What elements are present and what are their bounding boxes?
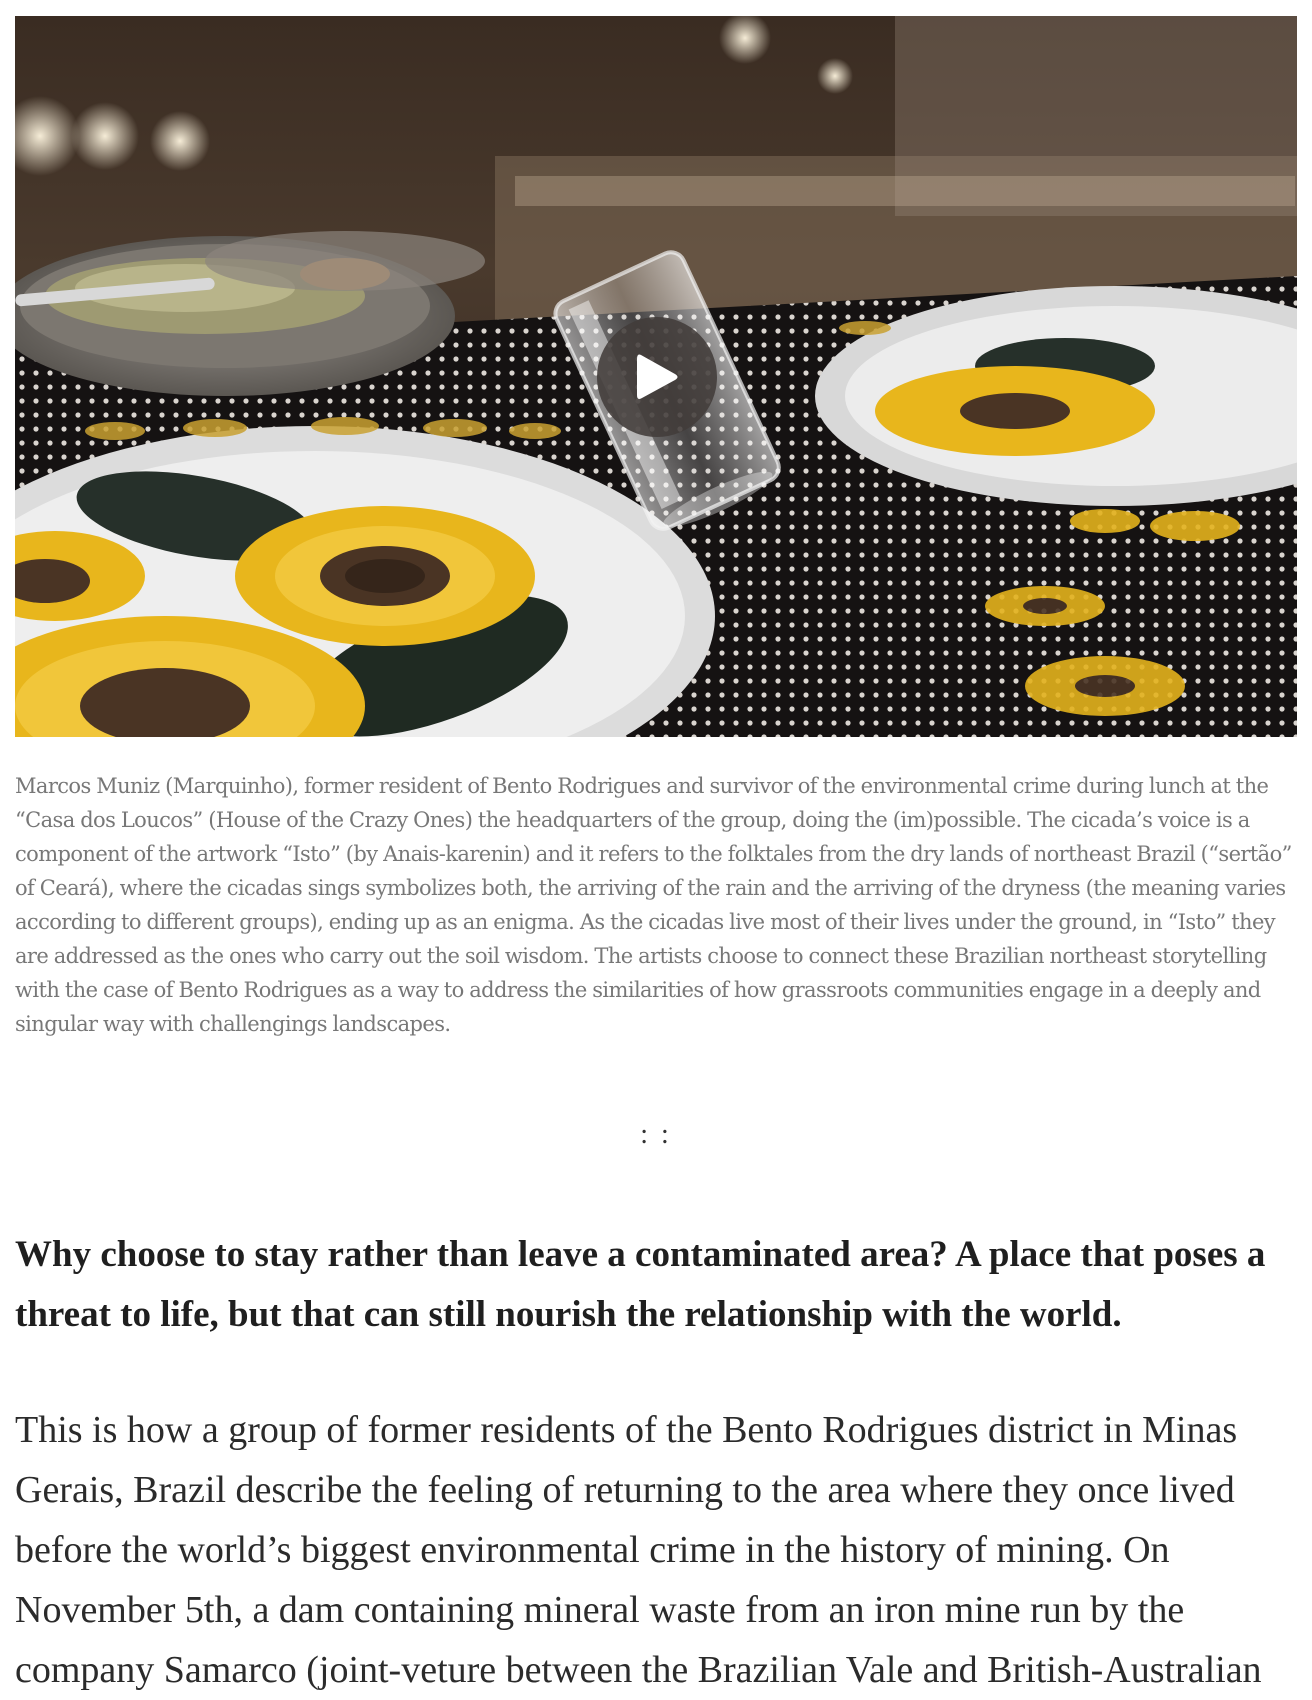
section-heading: Why choose to stay rather than leave a contaminated area? A place that poses a threat to life, but that can still nourish the relationship with the world. (15, 1234, 1266, 1335)
video-caption: Marcos Muniz (Marquinho), former resident of Bento Rodrigues and survivor of the environmental crime during lunch at the “Casa dos Loucos” (House of the Crazy Ones) the headquarters of the group, doing the (im)possible. The cicada’s voice is a component of the artwork “Isto” (by Anais-karenin) and it refers to the folktales from the dry lands of northeast Brazil (“sertão” of Ceará), where the cicadas sings symbolizes both, the arriving of the rain and the arriving of the dryness (the meaning varies according to different groups), ending up as an enigma. As the cicadas live most of their lives under the ground, in “Isto” they are addressed as the ones who carry out the soil wisdom. The artists choose to connect these Brazilian northeast storytelling with the case of Bento Rodrigues as a way to address the similarities of how grassroots communities engage in a deeply and singular way with challengings landscapes. (15, 774, 1292, 1036)
section-separator: : : (640, 1119, 672, 1150)
body-paragraph: This is how a group of former residents of the Bento Rodrigues district in Minas Gerais, Brazil describe the feeling of returning to the area where they once lived before the world’s biggest environmental crime in the history of mining. On November 5th, a dam containing mineral waste from an iron mine run by the company Samarco (joint-veture between the Brazilian Vale and British-Australian (15, 1409, 1262, 1691)
play-icon (633, 351, 681, 403)
play-button[interactable] (597, 317, 717, 437)
video-player[interactable] (15, 16, 1297, 737)
